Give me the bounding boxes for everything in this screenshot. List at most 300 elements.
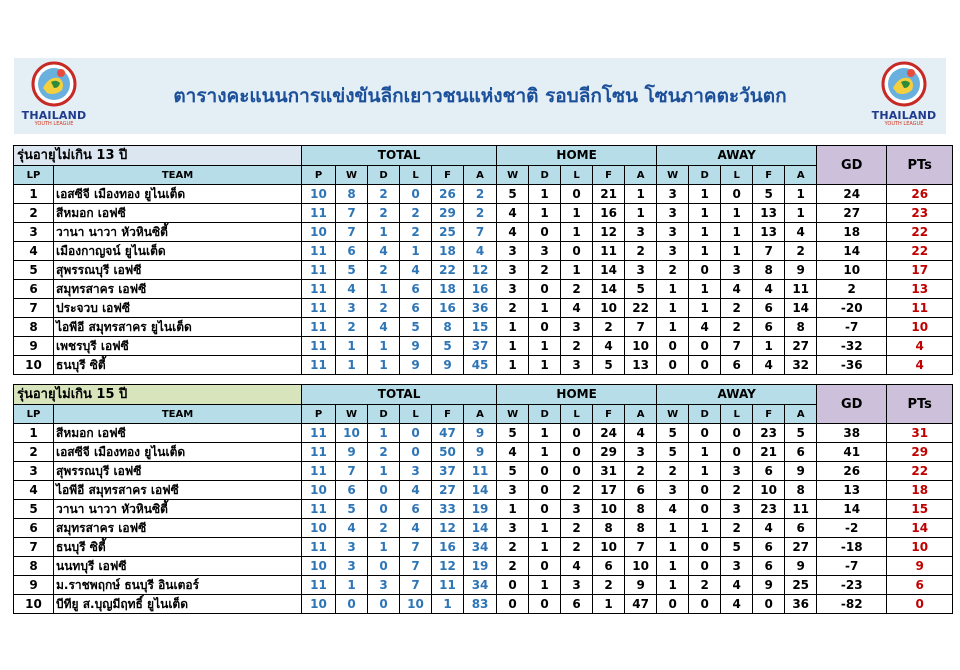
total-stat-cell: 4 bbox=[336, 519, 368, 538]
total-stat-cell: 36 bbox=[464, 299, 497, 318]
home-group-header: HOME bbox=[497, 146, 657, 166]
home-col-header: A bbox=[625, 166, 657, 185]
table-row bbox=[14, 204, 953, 223]
away-col-header: W bbox=[657, 405, 689, 424]
away-stat-cell: 6 bbox=[753, 557, 785, 576]
total-col-header: L bbox=[400, 166, 432, 185]
total-col-header: A bbox=[464, 405, 497, 424]
total-col-header: W bbox=[336, 166, 368, 185]
rank-cell: 2 bbox=[14, 443, 54, 462]
away-stat-cell: 3 bbox=[657, 185, 689, 204]
total-stat-cell: 11 bbox=[302, 242, 336, 261]
total-stat-cell: 11 bbox=[302, 299, 336, 318]
home-stat-cell: 12 bbox=[593, 223, 625, 242]
total-stat-cell: 9 bbox=[400, 337, 432, 356]
total-stat-cell: 37 bbox=[432, 462, 464, 481]
home-stat-cell: 2 bbox=[625, 462, 657, 481]
away-stat-cell: 0 bbox=[689, 261, 721, 280]
home-col-header: L bbox=[561, 166, 593, 185]
away-col-header: F bbox=[753, 405, 785, 424]
lp-header: LP bbox=[14, 166, 54, 185]
total-col-header: P bbox=[302, 405, 336, 424]
away-stat-cell: 0 bbox=[689, 424, 721, 443]
total-stat-cell: 5 bbox=[336, 261, 368, 280]
total-stat-cell: 10 bbox=[400, 595, 432, 614]
home-stat-cell: 0 bbox=[561, 424, 593, 443]
away-stat-cell: 2 bbox=[785, 242, 817, 261]
away-stat-cell: 1 bbox=[721, 223, 753, 242]
away-stat-cell: 0 bbox=[753, 595, 785, 614]
away-stat-cell: 9 bbox=[785, 557, 817, 576]
home-stat-cell: 10 bbox=[625, 337, 657, 356]
total-stat-cell: 2 bbox=[464, 185, 497, 204]
goal-difference-cell: -20 bbox=[817, 299, 887, 318]
away-stat-cell: 0 bbox=[689, 481, 721, 500]
home-stat-cell: 10 bbox=[593, 538, 625, 557]
away-stat-cell: 2 bbox=[721, 481, 753, 500]
total-stat-cell: 11 bbox=[302, 538, 336, 557]
away-stat-cell: 1 bbox=[721, 242, 753, 261]
home-stat-cell: 6 bbox=[625, 481, 657, 500]
total-stat-cell: 2 bbox=[336, 318, 368, 337]
total-stat-cell: 11 bbox=[302, 443, 336, 462]
total-group-header: TOTAL bbox=[302, 146, 497, 166]
total-stat-cell: 2 bbox=[368, 299, 400, 318]
home-stat-cell: 2 bbox=[529, 261, 561, 280]
goal-difference-cell: -2 bbox=[817, 519, 887, 538]
team-name-cell: ไอพีอี สมุทรสาคร ยูไนเต็ด bbox=[54, 318, 302, 337]
home-stat-cell: 2 bbox=[561, 280, 593, 299]
home-col-header: F bbox=[593, 405, 625, 424]
table-row bbox=[14, 557, 953, 576]
total-stat-cell: 12 bbox=[432, 519, 464, 538]
home-stat-cell: 1 bbox=[529, 185, 561, 204]
home-stat-cell: 1 bbox=[625, 185, 657, 204]
away-stat-cell: 0 bbox=[689, 538, 721, 557]
total-col-header: F bbox=[432, 166, 464, 185]
away-stat-cell: 2 bbox=[657, 261, 689, 280]
total-stat-cell: 5 bbox=[400, 318, 432, 337]
home-stat-cell: 0 bbox=[497, 576, 529, 595]
home-stat-cell: 3 bbox=[561, 576, 593, 595]
goal-difference-cell: 14 bbox=[817, 242, 887, 261]
home-stat-cell: 10 bbox=[625, 557, 657, 576]
home-col-header: W bbox=[497, 166, 529, 185]
home-group-header: HOME bbox=[497, 385, 657, 405]
total-col-header: A bbox=[464, 166, 497, 185]
table-row bbox=[14, 443, 953, 462]
home-stat-cell: 1 bbox=[529, 299, 561, 318]
away-stat-cell: 1 bbox=[657, 538, 689, 557]
points-header: PTs bbox=[887, 385, 953, 424]
goal-difference-cell: -36 bbox=[817, 356, 887, 375]
total-stat-cell: 15 bbox=[464, 318, 497, 337]
away-stat-cell: 1 bbox=[689, 462, 721, 481]
home-stat-cell: 11 bbox=[593, 242, 625, 261]
table-row bbox=[14, 318, 953, 337]
total-stat-cell: 22 bbox=[432, 261, 464, 280]
total-stat-cell: 7 bbox=[336, 462, 368, 481]
total-stat-cell: 33 bbox=[432, 500, 464, 519]
goal-difference-cell: -7 bbox=[817, 318, 887, 337]
total-stat-cell: 7 bbox=[336, 223, 368, 242]
total-stat-cell: 7 bbox=[464, 223, 497, 242]
team-name-cell: ธนบุรี ซิตี้ bbox=[54, 356, 302, 375]
away-stat-cell: 1 bbox=[689, 299, 721, 318]
team-header: TEAM bbox=[54, 166, 302, 185]
away-stat-cell: 5 bbox=[721, 538, 753, 557]
home-stat-cell: 3 bbox=[497, 261, 529, 280]
goal-difference-cell: 2 bbox=[817, 280, 887, 299]
points-cell: 17 bbox=[887, 261, 953, 280]
total-stat-cell: 14 bbox=[464, 481, 497, 500]
total-group-header: TOTAL bbox=[302, 385, 497, 405]
goal-difference-cell: 24 bbox=[817, 185, 887, 204]
home-stat-cell: 3 bbox=[497, 242, 529, 261]
away-stat-cell: 2 bbox=[721, 299, 753, 318]
table-row bbox=[14, 185, 953, 204]
total-stat-cell: 2 bbox=[464, 204, 497, 223]
lp-header: LP bbox=[14, 405, 54, 424]
table-row bbox=[14, 538, 953, 557]
home-stat-cell: 2 bbox=[561, 538, 593, 557]
team-name-cell: เมืองกาญจน์ ยูไนเต็ด bbox=[54, 242, 302, 261]
goal-difference-cell: -32 bbox=[817, 337, 887, 356]
away-stat-cell: 1 bbox=[657, 576, 689, 595]
total-stat-cell: 26 bbox=[432, 185, 464, 204]
total-col-header: D bbox=[368, 405, 400, 424]
home-stat-cell: 4 bbox=[625, 424, 657, 443]
table-row bbox=[14, 261, 953, 280]
away-stat-cell: 7 bbox=[721, 337, 753, 356]
home-stat-cell: 4 bbox=[593, 337, 625, 356]
goal-difference-cell: -23 bbox=[817, 576, 887, 595]
total-stat-cell: 2 bbox=[368, 261, 400, 280]
away-stat-cell: 0 bbox=[721, 424, 753, 443]
home-stat-cell: 24 bbox=[593, 424, 625, 443]
away-stat-cell: 27 bbox=[785, 538, 817, 557]
home-stat-cell: 13 bbox=[625, 356, 657, 375]
total-stat-cell: 11 bbox=[302, 204, 336, 223]
home-stat-cell: 1 bbox=[529, 337, 561, 356]
rank-cell: 9 bbox=[14, 337, 54, 356]
thailand-youth-league-logo-right bbox=[868, 60, 940, 130]
total-stat-cell: 7 bbox=[400, 576, 432, 595]
home-stat-cell: 1 bbox=[529, 204, 561, 223]
team-name-cell: ประจวบ เอฟซี bbox=[54, 299, 302, 318]
away-stat-cell: 6 bbox=[753, 299, 785, 318]
team-name-cell: สมุทรสาคร เอฟซี bbox=[54, 519, 302, 538]
team-name-cell: เพชรบุรี เอฟซี bbox=[54, 337, 302, 356]
away-stat-cell: 2 bbox=[721, 318, 753, 337]
total-stat-cell: 5 bbox=[336, 500, 368, 519]
total-stat-cell: 3 bbox=[336, 557, 368, 576]
points-cell: 4 bbox=[887, 337, 953, 356]
home-stat-cell: 0 bbox=[561, 462, 593, 481]
total-col-header: P bbox=[302, 166, 336, 185]
league-emblem-icon bbox=[879, 60, 929, 108]
total-stat-cell: 9 bbox=[464, 424, 497, 443]
table-row bbox=[14, 223, 953, 242]
total-stat-cell: 2 bbox=[400, 223, 432, 242]
total-stat-cell: 0 bbox=[368, 481, 400, 500]
total-stat-cell: 4 bbox=[368, 242, 400, 261]
home-stat-cell: 3 bbox=[561, 356, 593, 375]
home-stat-cell: 5 bbox=[497, 185, 529, 204]
total-stat-cell: 11 bbox=[302, 318, 336, 337]
home-stat-cell: 4 bbox=[497, 204, 529, 223]
table-row bbox=[14, 500, 953, 519]
total-stat-cell: 7 bbox=[400, 557, 432, 576]
away-stat-cell: 0 bbox=[721, 443, 753, 462]
points-cell: 13 bbox=[887, 280, 953, 299]
away-col-header: L bbox=[721, 166, 753, 185]
away-stat-cell: 23 bbox=[753, 500, 785, 519]
away-stat-cell: 0 bbox=[689, 557, 721, 576]
total-stat-cell: 34 bbox=[464, 538, 497, 557]
total-stat-cell: 16 bbox=[432, 538, 464, 557]
total-stat-cell: 45 bbox=[464, 356, 497, 375]
age-group-label: รุ่นอายุไม่เกิน 15 ปี bbox=[14, 385, 302, 405]
table-row bbox=[14, 519, 953, 538]
team-name-cell: บีทียู ส.บุญมีฤทธิ์ ยูไนเต็ด bbox=[54, 595, 302, 614]
table-row bbox=[14, 576, 953, 595]
total-stat-cell: 0 bbox=[368, 500, 400, 519]
total-stat-cell: 11 bbox=[432, 576, 464, 595]
away-stat-cell: 23 bbox=[753, 424, 785, 443]
goal-difference-cell: -18 bbox=[817, 538, 887, 557]
home-stat-cell: 2 bbox=[561, 481, 593, 500]
home-stat-cell: 4 bbox=[497, 223, 529, 242]
rank-cell: 10 bbox=[14, 356, 54, 375]
team-name-cell: นนทบุรี เอฟซี bbox=[54, 557, 302, 576]
home-stat-cell: 1 bbox=[529, 443, 561, 462]
total-stat-cell: 11 bbox=[302, 500, 336, 519]
away-stat-cell: 6 bbox=[721, 356, 753, 375]
logo-subtext: YOUTH LEAGUE bbox=[884, 121, 924, 127]
away-stat-cell: 1 bbox=[657, 280, 689, 299]
team-name-cell: สุพรรณบุรี เอฟซี bbox=[54, 261, 302, 280]
total-col-header: F bbox=[432, 405, 464, 424]
away-stat-cell: 6 bbox=[785, 519, 817, 538]
points-header: PTs bbox=[887, 146, 953, 185]
home-col-header: A bbox=[625, 405, 657, 424]
away-stat-cell: 11 bbox=[785, 500, 817, 519]
rank-cell: 8 bbox=[14, 557, 54, 576]
home-stat-cell: 1 bbox=[561, 261, 593, 280]
away-stat-cell: 6 bbox=[753, 462, 785, 481]
away-stat-cell: 5 bbox=[657, 443, 689, 462]
home-stat-cell: 31 bbox=[593, 462, 625, 481]
home-stat-cell: 1 bbox=[529, 424, 561, 443]
total-stat-cell: 50 bbox=[432, 443, 464, 462]
away-stat-cell: 6 bbox=[753, 318, 785, 337]
home-stat-cell: 2 bbox=[497, 557, 529, 576]
away-stat-cell: 3 bbox=[721, 462, 753, 481]
away-stat-cell: 3 bbox=[657, 204, 689, 223]
total-stat-cell: 1 bbox=[336, 337, 368, 356]
home-col-header: D bbox=[529, 166, 561, 185]
team-name-cell: สมุทรสาคร เอฟซี bbox=[54, 280, 302, 299]
rank-cell: 5 bbox=[14, 500, 54, 519]
total-stat-cell: 11 bbox=[464, 462, 497, 481]
total-stat-cell: 6 bbox=[400, 500, 432, 519]
away-stat-cell: 4 bbox=[753, 519, 785, 538]
rank-cell: 9 bbox=[14, 576, 54, 595]
total-stat-cell: 0 bbox=[400, 443, 432, 462]
goal-difference-cell: 38 bbox=[817, 424, 887, 443]
away-col-header: D bbox=[689, 166, 721, 185]
rank-cell: 2 bbox=[14, 204, 54, 223]
away-stat-cell: 1 bbox=[689, 223, 721, 242]
home-stat-cell: 5 bbox=[497, 424, 529, 443]
total-stat-cell: 3 bbox=[368, 576, 400, 595]
away-col-header: A bbox=[785, 166, 817, 185]
away-stat-cell: 0 bbox=[689, 356, 721, 375]
away-stat-cell: 1 bbox=[689, 280, 721, 299]
total-stat-cell: 11 bbox=[302, 280, 336, 299]
total-stat-cell: 4 bbox=[400, 519, 432, 538]
away-stat-cell: 27 bbox=[785, 337, 817, 356]
total-stat-cell: 2 bbox=[368, 204, 400, 223]
away-col-header: D bbox=[689, 405, 721, 424]
home-stat-cell: 4 bbox=[497, 443, 529, 462]
points-cell: 6 bbox=[887, 576, 953, 595]
points-cell: 29 bbox=[887, 443, 953, 462]
home-stat-cell: 10 bbox=[593, 500, 625, 519]
home-stat-cell: 1 bbox=[561, 223, 593, 242]
home-stat-cell: 0 bbox=[497, 595, 529, 614]
total-stat-cell: 1 bbox=[432, 595, 464, 614]
home-stat-cell: 3 bbox=[497, 280, 529, 299]
goal-difference-cell: 41 bbox=[817, 443, 887, 462]
home-stat-cell: 16 bbox=[593, 204, 625, 223]
standings-table-u13 bbox=[13, 145, 953, 375]
away-stat-cell: 3 bbox=[657, 223, 689, 242]
home-stat-cell: 0 bbox=[561, 242, 593, 261]
total-stat-cell: 9 bbox=[464, 443, 497, 462]
table-row bbox=[14, 280, 953, 299]
rank-cell: 6 bbox=[14, 519, 54, 538]
home-stat-cell: 2 bbox=[497, 538, 529, 557]
away-stat-cell: 0 bbox=[657, 337, 689, 356]
home-stat-cell: 7 bbox=[625, 538, 657, 557]
home-stat-cell: 1 bbox=[497, 500, 529, 519]
total-stat-cell: 29 bbox=[432, 204, 464, 223]
away-stat-cell: 8 bbox=[785, 318, 817, 337]
away-group-header: AWAY bbox=[657, 385, 817, 405]
home-stat-cell: 5 bbox=[497, 462, 529, 481]
home-stat-cell: 8 bbox=[625, 500, 657, 519]
away-stat-cell: 32 bbox=[785, 356, 817, 375]
away-stat-cell: 14 bbox=[785, 299, 817, 318]
away-stat-cell: 4 bbox=[657, 500, 689, 519]
rank-cell: 6 bbox=[14, 280, 54, 299]
home-stat-cell: 10 bbox=[593, 299, 625, 318]
total-stat-cell: 4 bbox=[400, 481, 432, 500]
points-cell: 22 bbox=[887, 242, 953, 261]
away-stat-cell: 6 bbox=[785, 443, 817, 462]
total-stat-cell: 10 bbox=[302, 519, 336, 538]
total-stat-cell: 1 bbox=[368, 337, 400, 356]
rank-cell: 1 bbox=[14, 424, 54, 443]
total-col-header: D bbox=[368, 166, 400, 185]
home-col-header: D bbox=[529, 405, 561, 424]
home-stat-cell: 0 bbox=[529, 557, 561, 576]
away-col-header: A bbox=[785, 405, 817, 424]
goal-difference-cell: 13 bbox=[817, 481, 887, 500]
home-stat-cell: 0 bbox=[529, 318, 561, 337]
league-emblem-icon bbox=[29, 60, 79, 108]
goal-difference-cell: 10 bbox=[817, 261, 887, 280]
total-stat-cell: 5 bbox=[432, 337, 464, 356]
home-stat-cell: 22 bbox=[625, 299, 657, 318]
rank-cell: 5 bbox=[14, 261, 54, 280]
goal-difference-cell: -82 bbox=[817, 595, 887, 614]
home-stat-cell: 0 bbox=[529, 223, 561, 242]
away-stat-cell: 5 bbox=[785, 424, 817, 443]
total-stat-cell: 2 bbox=[400, 204, 432, 223]
total-col-header: L bbox=[400, 405, 432, 424]
total-stat-cell: 6 bbox=[400, 280, 432, 299]
home-stat-cell: 0 bbox=[529, 595, 561, 614]
home-stat-cell: 21 bbox=[593, 185, 625, 204]
points-cell: 11 bbox=[887, 299, 953, 318]
total-stat-cell: 1 bbox=[336, 356, 368, 375]
home-stat-cell: 2 bbox=[561, 519, 593, 538]
away-stat-cell: 1 bbox=[721, 204, 753, 223]
table-row bbox=[14, 424, 953, 443]
home-col-header: W bbox=[497, 405, 529, 424]
total-stat-cell: 0 bbox=[368, 595, 400, 614]
team-name-cell: ไอพีอี สมุทรสาคร เอฟซี bbox=[54, 481, 302, 500]
total-stat-cell: 9 bbox=[432, 356, 464, 375]
team-name-cell: เอสซีจี เมืองทอง ยูไนเต็ด bbox=[54, 443, 302, 462]
total-stat-cell: 6 bbox=[400, 299, 432, 318]
rank-cell: 4 bbox=[14, 481, 54, 500]
home-stat-cell: 2 bbox=[497, 299, 529, 318]
points-cell: 0 bbox=[887, 595, 953, 614]
team-name-cell: วานา นาวา หัวหินซิตี้ bbox=[54, 500, 302, 519]
home-stat-cell: 3 bbox=[497, 519, 529, 538]
home-stat-cell: 2 bbox=[561, 337, 593, 356]
total-stat-cell: 11 bbox=[302, 356, 336, 375]
points-cell: 23 bbox=[887, 204, 953, 223]
total-stat-cell: 3 bbox=[336, 299, 368, 318]
total-stat-cell: 9 bbox=[336, 443, 368, 462]
rank-cell: 10 bbox=[14, 595, 54, 614]
home-stat-cell: 2 bbox=[593, 576, 625, 595]
total-stat-cell: 0 bbox=[400, 185, 432, 204]
logo-text: THAILAND bbox=[21, 109, 87, 122]
total-stat-cell: 3 bbox=[336, 538, 368, 557]
away-stat-cell: 2 bbox=[689, 576, 721, 595]
rank-cell: 3 bbox=[14, 462, 54, 481]
away-stat-cell: 1 bbox=[785, 204, 817, 223]
total-stat-cell: 6 bbox=[336, 242, 368, 261]
away-stat-cell: 5 bbox=[753, 185, 785, 204]
home-stat-cell: 0 bbox=[529, 500, 561, 519]
total-stat-cell: 0 bbox=[368, 557, 400, 576]
home-stat-cell: 1 bbox=[529, 576, 561, 595]
home-stat-cell: 8 bbox=[593, 519, 625, 538]
home-stat-cell: 6 bbox=[561, 595, 593, 614]
team-name-cell: สีหมอก เอฟซี bbox=[54, 204, 302, 223]
table-row bbox=[14, 242, 953, 261]
rank-cell: 7 bbox=[14, 538, 54, 557]
total-stat-cell: 14 bbox=[464, 519, 497, 538]
home-stat-cell: 14 bbox=[593, 261, 625, 280]
